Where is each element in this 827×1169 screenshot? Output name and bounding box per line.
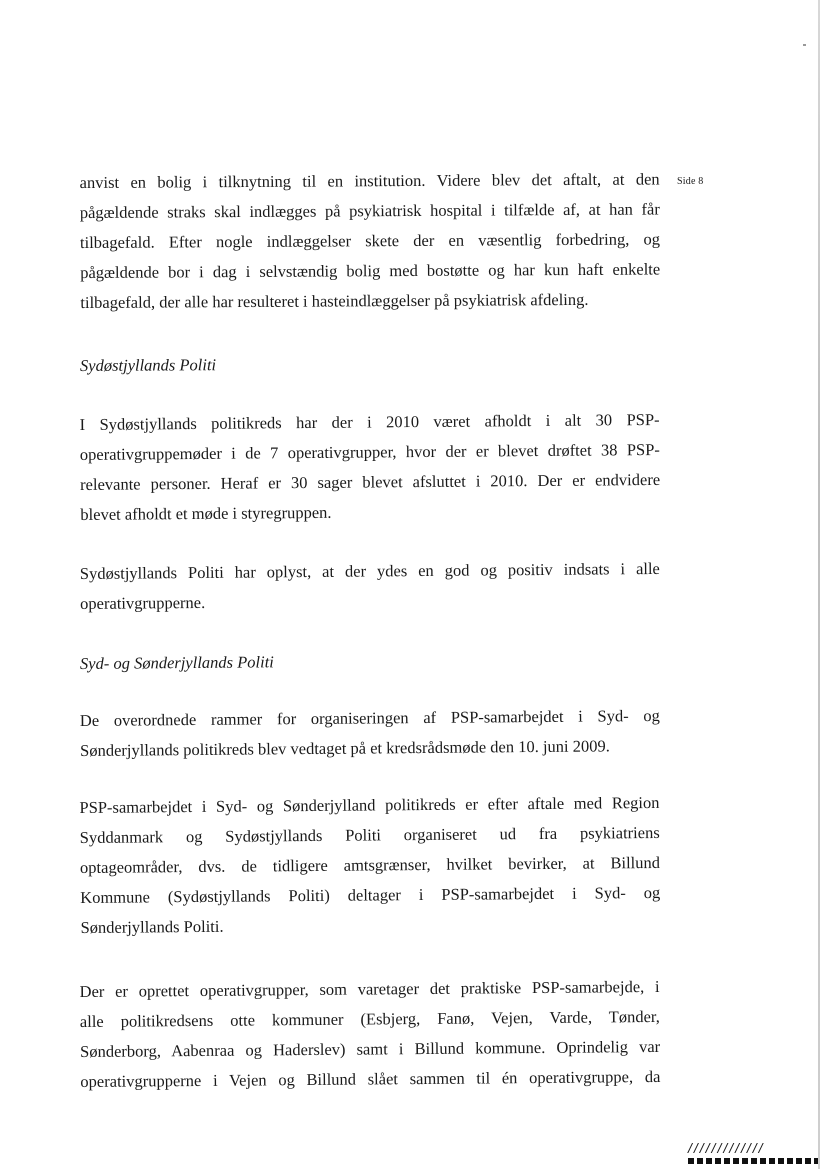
- paragraph-psp-meetings: [79, 405, 660, 530]
- text-line: Der er oprettet operativgrupper, som varetager det praktiske PSP-samarbejde, i: [79, 976, 660, 1002]
- text-line: blevet afholdt et møde i styregruppen.: [80, 502, 332, 524]
- text-line: pågældende straks skal indlægges på psykiatrisk hospital i tilfælde af, at han får: [79, 199, 660, 223]
- text-line: relevante personer. Heraf er 30 sager blevet afsluttet i 2010. Der er endvidere: [80, 469, 661, 494]
- paragraph-framework: [80, 701, 661, 766]
- barcode: [688, 1141, 818, 1167]
- scan-speck: [803, 44, 806, 46]
- text-line: PSP-samarbejdet i Syd- og Sønderjylland politikreds er efter aftale med Region: [79, 792, 660, 818]
- section-heading-syd-sonderjyllands: [80, 644, 660, 679]
- text-line: Sønderjyllands politikreds blev vedtaget på et kredsrådsmøde den 10. juni 2009.: [80, 736, 610, 760]
- paragraph-continued: [80, 164, 661, 318]
- text-line: I Sydøstjyllands politikreds har der i 2010 været afholdt i alt 30 PSP-: [79, 409, 660, 435]
- heading-text: Sydøstjyllands Politi: [79, 355, 217, 375]
- text-line: Kommune (Sydøstjyllands Politi) deltager i PSP-samarbejdet i Syd- og: [80, 882, 661, 907]
- section-heading-sydostjyllands: [80, 347, 660, 381]
- text-line: De overordnede rammer for organiseringen af PSP-samarbejdet i Syd- og: [79, 705, 660, 731]
- text-line: tilbagefald, der alle har resulteret i hasteindlæggelser på psykiatrisk afdeling.: [80, 289, 589, 312]
- text-line: operativgruppemøder i de 7 operativgrupper, hvor der er blevet drøftet 38 PSP-: [79, 439, 660, 465]
- paragraph-positive-effort: [80, 554, 661, 619]
- text-line: Sønderborg, Aabenraa og Haderslev) samt i Billund kommune. Oprindelig var: [80, 1036, 661, 1061]
- text-line: Sønderjyllands Politi.: [80, 916, 224, 937]
- text-line: alle politikredsens otte kommuner (Esbjerg, Fanø, Vejen, Varde, Tønder,: [79, 1006, 660, 1032]
- paragraph-operative-groups: [79, 972, 660, 1097]
- text-line: Sydøstjyllands Politi har oplyst, at der ydes en god og positiv indsats i alle: [79, 558, 660, 584]
- barcode-marks: /////////////: [688, 1140, 765, 1156]
- text-line: operativgrupperne i Vejen og Billund slået sammen til én operativgruppe, da: [80, 1066, 661, 1091]
- text-line: Syddanmark og Sydøstjyllands Politi organiseret ud fra psykiatriens: [79, 822, 660, 848]
- scan-edge: [818, 0, 820, 1169]
- barcode-bars: [688, 1158, 818, 1164]
- text-line: optageområder, dvs. de tidligere amtsgrænser, hvilket bevirker, at Billund: [79, 852, 661, 877]
- text-line: operativgrupperne.: [80, 592, 206, 613]
- text-line: anvist en bolig i tilknytning til en institution. Videre blev det aftalt, at den: [79, 169, 660, 193]
- text-line: pågældende bor i dag i selvstændig bolig med bostøtte og har kun haft enkelte: [80, 259, 661, 282]
- page-number: Side 8: [677, 176, 704, 187]
- paragraph-collaboration: [79, 788, 660, 943]
- text-line: tilbagefald. Efter nogle indlæggelser skete der en væsentlig forbedring, og: [79, 229, 661, 252]
- heading-text: Syd- og Sønderjyllands Politi: [79, 652, 274, 673]
